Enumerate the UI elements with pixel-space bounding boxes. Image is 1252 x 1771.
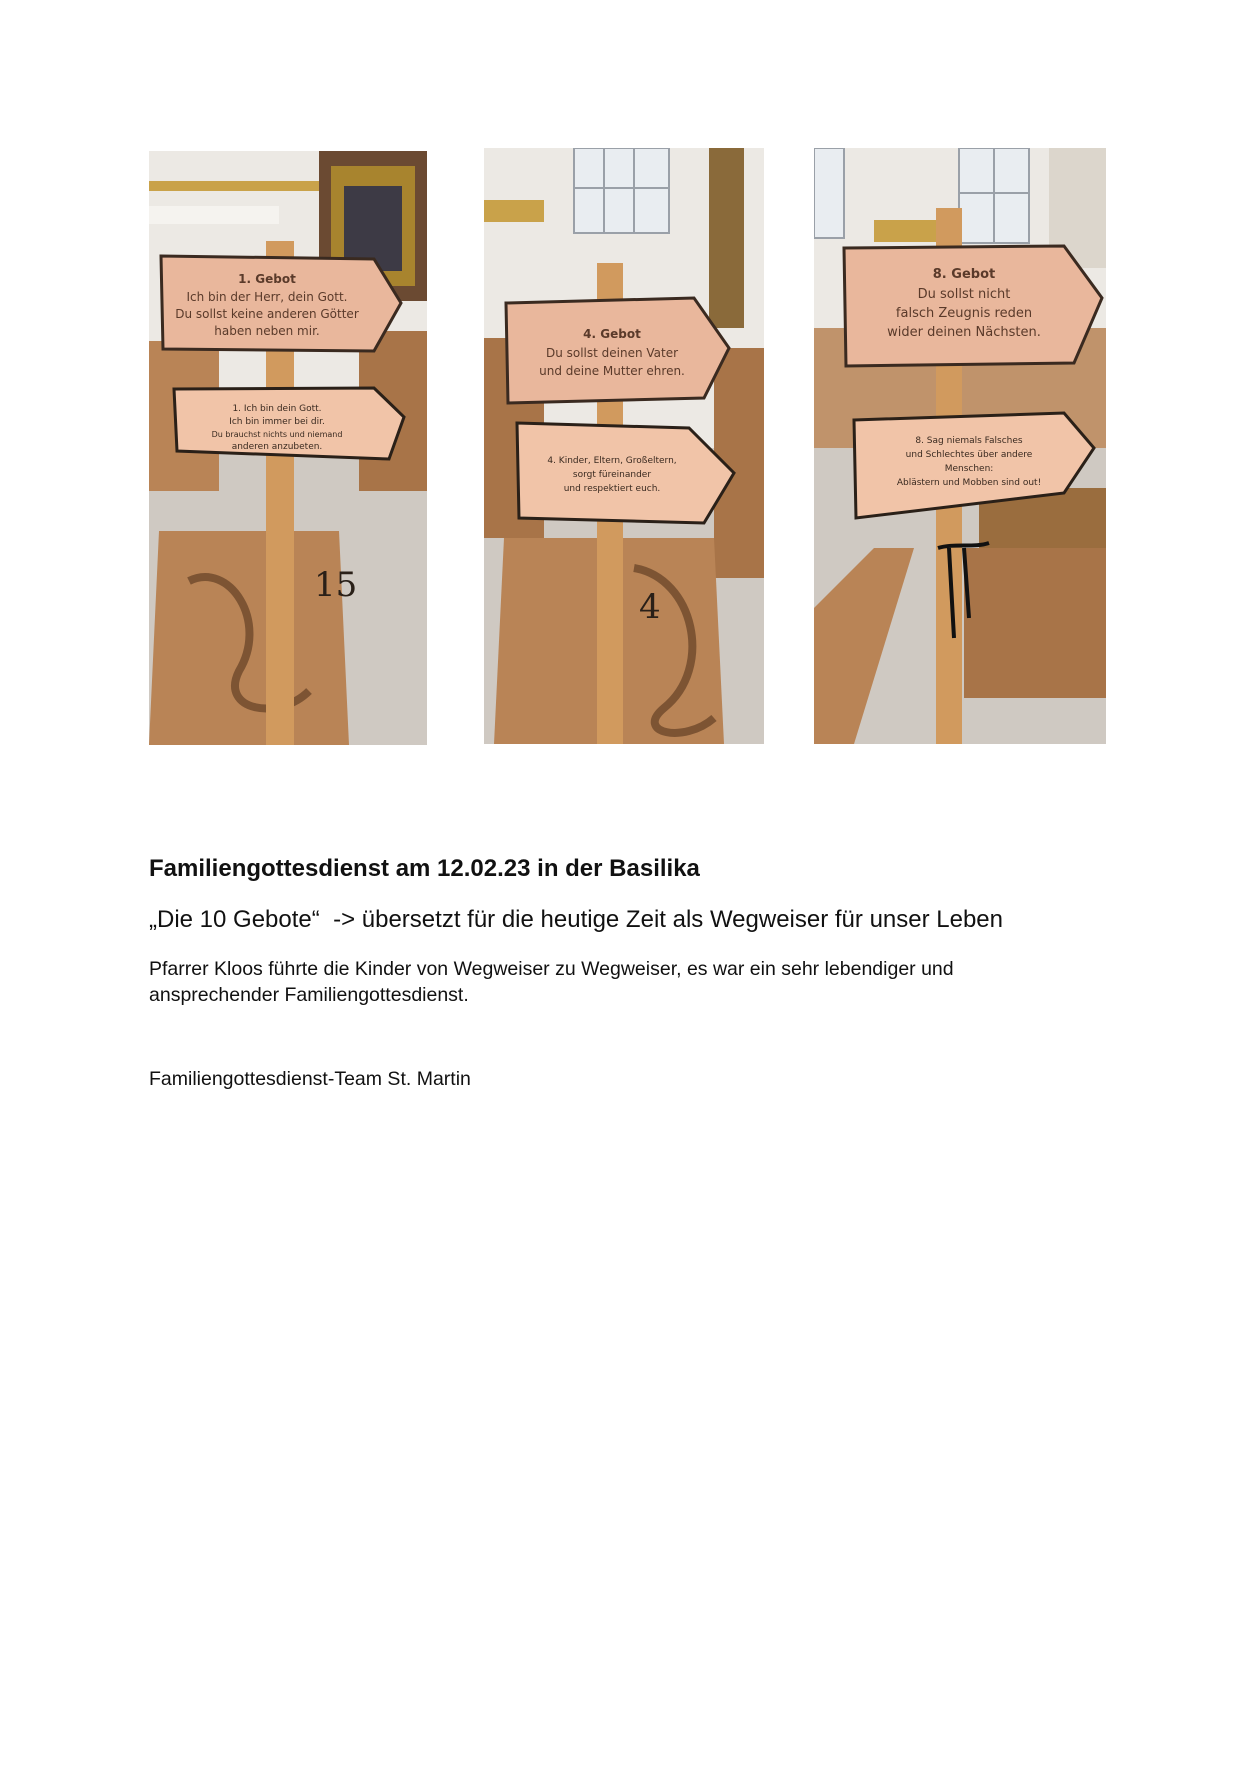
bottom-sign-2-line-3: und respektiert euch. — [563, 484, 661, 494]
top-sign-2-line-1: 4. Gebot — [583, 327, 641, 341]
bottom-sign-2-line-1: 4. Kinder, Eltern, Großeltern, — [547, 456, 677, 466]
bottom-sign-1-line-1: 1. Ich bin dein Gott. — [232, 404, 322, 414]
pew-number-1: 15 — [314, 565, 358, 605]
top-sign-2-line-2: Du sollst deinen Vater — [545, 346, 679, 360]
top-sign-1-line-3: Du sollst keine anderen Götter — [175, 307, 359, 321]
signature: Familiengottesdienst-Team St. Martin — [149, 1068, 471, 1090]
top-sign-1-line-4: haben neben mir. — [214, 324, 320, 338]
body-text: Pfarrer Kloos führte die Kinder von Wegweiser zu Wegweiser, es war ein sehr lebendiger und ansprechender Familiengottesdienst. — [149, 958, 954, 1006]
bottom-sign-2-line-2: sorgt füreinander — [572, 470, 652, 480]
top-sign-1-line-2: Ich bin der Herr, dein Gott. — [186, 290, 348, 304]
top-sign-2-line-3: und deine Mutter ehren. — [539, 364, 685, 378]
bottom-sign-3-line-3: Menschen: — [944, 464, 994, 474]
bottom-sign-3-line-1: 8. Sag niemals Falsches — [915, 436, 1023, 446]
page-title: Familiengottesdienst am 12.02.23 in der Basilika — [149, 855, 700, 882]
photo-commandment-4 — [484, 148, 764, 744]
photo-3-image — [814, 148, 1106, 744]
photo-commandment-1 — [149, 151, 427, 745]
bottom-sign-1-line-4: anderen anzubeten. — [231, 442, 323, 452]
top-sign-3-line-2: Du sollst nicht — [917, 287, 1011, 302]
photo-1-image — [149, 151, 427, 745]
top-sign-1-line-1: 1. Gebot — [238, 272, 296, 286]
page-subtitle: „Die 10 Gebote“ -> übersetzt für die heutige Zeit als Wegweiser für unser Leben — [149, 906, 1004, 933]
top-sign-3-line-4: wider deinen Nächsten. — [887, 325, 1041, 340]
bottom-sign-1-line-2: Ich bin immer bei dir. — [229, 417, 325, 427]
photo-2-image — [484, 148, 764, 744]
bottom-sign-3-line-2: und Schlechtes über andere — [905, 450, 1033, 460]
bottom-sign-3-line-4: Ablästern und Mobben sind out! — [896, 478, 1042, 488]
top-sign-3-line-1: 8. Gebot — [932, 267, 996, 282]
pew-number-2: 4 — [639, 587, 661, 627]
top-sign-3-line-3: falsch Zeugnis reden — [895, 306, 1033, 321]
bottom-sign-1-line-3: Du brauchst nichts und niemand — [211, 430, 343, 439]
photo-commandment-8 — [814, 148, 1106, 744]
